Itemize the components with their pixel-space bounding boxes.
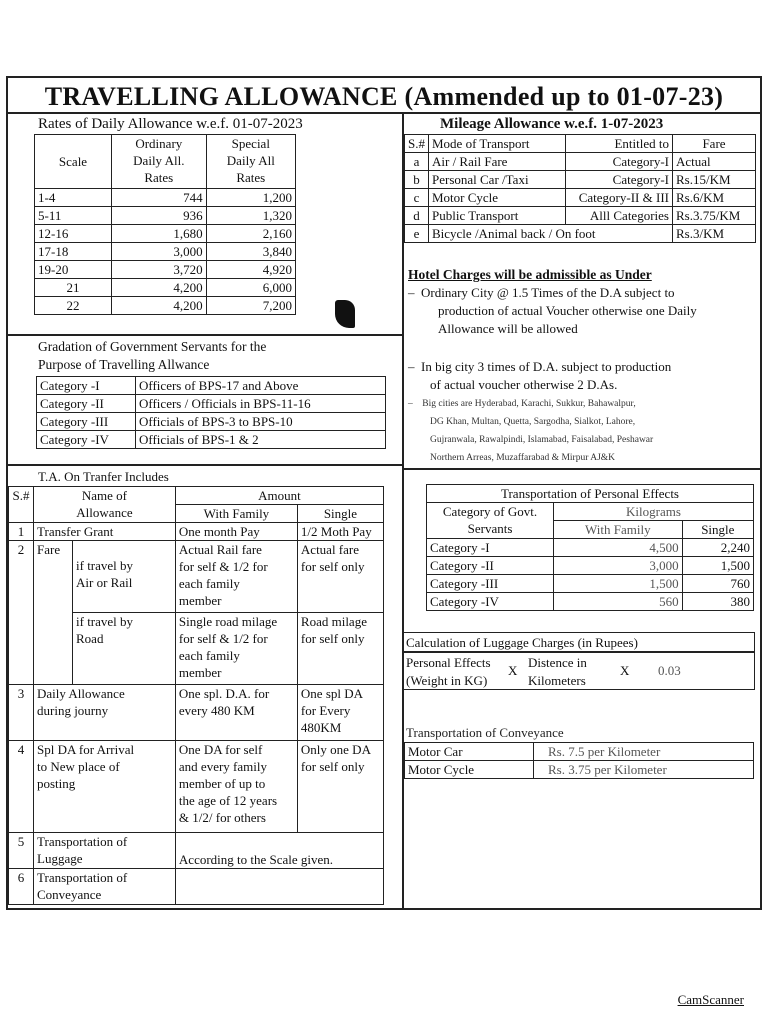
table-row: b Personal Car /Taxi Category-I Rs.15/KM — [405, 171, 756, 189]
hotel-ordinary-city: – Ordinary City @ 1.5 Times of the D.A subject to — [408, 285, 675, 300]
hotel-big-city-line2: of actual voucher otherwise 2 D.As. — [430, 377, 618, 392]
table-row: 4 Spl DA for Arrival to New place of posting One DA for self and every family member of up to the age of 12 years & 1/2/ for others Only one DA for self only — [9, 741, 384, 833]
table-row: 21 4,200 6,000 — [35, 279, 296, 297]
hotel-ordinary-line3: Allowance will be allowed — [438, 321, 578, 336]
gradation-heading: Gradation of Government Servants for the Purpose of Travelling Allwance — [38, 339, 267, 372]
gradation-table — [36, 376, 386, 449]
daily-allowance-table — [34, 134, 296, 315]
col-ordinary: Ordinary Daily All. Rates — [112, 135, 207, 189]
title-divider — [8, 112, 760, 114]
big-cities-line4: Northern Arreas, Muzaffarabad & Mirpur AJ&K — [430, 453, 616, 463]
table-row: Category -II Officers / Officials in BPS-11-16 — [37, 395, 386, 413]
table-row: 6 Transportation of Conveyance — [9, 869, 384, 905]
table-row: 1 Transfer Grant One month Pay 1/2 Moth Pay — [9, 523, 384, 541]
multiply-sign: X — [620, 663, 630, 678]
multiply-sign: X — [508, 663, 518, 678]
section-divider — [8, 334, 402, 336]
table-row: Motor Car Rs. 7.5 per Kilometer — [405, 743, 754, 761]
mileage-table — [404, 134, 756, 243]
table-row: 5 Transportation of Luggage According to the Scale given. — [9, 833, 384, 869]
table-header: S.# Mode of Transport Entitled to Fare — [405, 135, 756, 153]
luggage-rate: 0.03 — [658, 663, 681, 678]
table-row: Category -IV Officials of BPS-1 & 2 — [37, 431, 386, 449]
table-row: 12-16 1,680 2,160 — [35, 225, 296, 243]
table-row: Category -IV 560 380 — [427, 593, 754, 611]
table-row: Category -III 1,500 760 — [427, 575, 754, 593]
conveyance-table — [404, 742, 754, 779]
luggage-weight: Personal Effects (Weight in KG) — [406, 655, 491, 688]
ink-mark — [335, 300, 355, 328]
ta-transfer-table: S.# Name of Allowance Amount With Family Single 1 Transfer Grant One month Pay 1/2 Moth Pay 2 Fare if travel by Air or Rail Actual Rail fare for self & 1/2 for each family member Actual fare for self only if travel by Road Single road milage for self & 1/2 for each family member Road milage for self only 3 Daily Allowance during journy One spl. D.A. for every 480 KM One spl DA for Every 480KM 4 Spl DA for Arrival to New place of posting One DA for self and every family member of up to the age of 12 years & 1/2/ for others Only one DA for self only 5 Transportation of Luggage According to the Scale given. 6 Transportation of Conveyance — [8, 486, 384, 905]
table-row: Motor Cycle Rs. 3.75 per Kilometer — [405, 761, 754, 779]
table-row: 5-11 936 1,320 — [35, 207, 296, 225]
big-cities-list: – Big cities are Hyderabad, Karachi, Sukkur, Bahawalpur, — [408, 399, 636, 409]
col-special: Special Daily All Rates — [206, 135, 295, 189]
table-row: 3 Daily Allowance during journy One spl. D.A. for every 480 KM One spl DA for Every 480KM — [9, 685, 384, 741]
table-row: e Bicycle /Animal back / On foot Rs.3/KM — [405, 225, 756, 243]
hotel-big-city: – In big city 3 times of D.A. subject to production — [408, 359, 672, 374]
hotel-ordinary-line2: production of actual Voucher otherwise one Daily — [438, 303, 697, 318]
document-sheet — [6, 76, 762, 910]
luggage-divider — [404, 651, 754, 653]
conveyance-heading: Transportation of Conveyance — [406, 725, 564, 740]
table-row: a Air / Rail Fare Category-I Actual — [405, 153, 756, 171]
table-row: c Motor Cycle Category-II & III Rs.6/KM — [405, 189, 756, 207]
luggage-heading: Calculation of Luggage Charges (in Rupees) — [406, 635, 638, 650]
big-cities-line3: Gujranwala, Rawalpindi, Islamabad, Faisalabad, Peshawar — [430, 435, 654, 445]
big-cities-line2: DG Khan, Multan, Quetta, Sargodha, Sialkot, Lahore, — [430, 417, 636, 427]
table-row: Category -I Officers of BPS-17 and Above — [37, 377, 386, 395]
table-row: Category -I 4,500 2,240 — [427, 539, 754, 557]
table-row: d Public Transport Alll Categories Rs.3.75/KM — [405, 207, 756, 225]
hotel-heading: Hotel Charges will be admissible as Under — [408, 267, 652, 282]
table-row: 19-20 3,720 4,920 — [35, 261, 296, 279]
mileage-heading: Mileage Allowance w.e.f. 1-07-2023 — [440, 116, 664, 132]
ta-heading: T.A. On Tranfer Includes — [38, 469, 169, 484]
table-row: Category -III Officials of BPS-3 to BPS-10 — [37, 413, 386, 431]
daily-allowance-heading: Rates of Daily Allowance w.e.f. 01-07-2023 — [38, 116, 303, 132]
page-title: TRAVELLING ALLOWANCE (Ammended up to 01-07-23) — [44, 82, 724, 111]
table-row: 17-18 3,000 3,840 — [35, 243, 296, 261]
table-row: Category -II 3,000 1,500 — [427, 557, 754, 575]
personal-effects-table: Transportation of Personal Effects Category of Govt. Servants Kilograms With Family Single Category -I 4,500 2,240 Category -II 3,000 1,500 Category -III 1,500 760 Category -IV 560 380 — [426, 484, 754, 611]
col-scale: Scale — [35, 135, 112, 189]
table-row: 2 Fare if travel by Air or Rail Actual Rail fare for self & 1/2 for each family member Actual fare for self only — [9, 541, 384, 613]
luggage-distance: Distence in Kilometers — [528, 655, 587, 688]
camscanner-footer: CamScanner — [677, 992, 744, 1007]
section-divider — [8, 464, 402, 466]
table-row: 1-4 744 1,200 — [35, 189, 296, 207]
section-divider — [402, 468, 760, 470]
table-row: if travel by Road Single road milage for self & 1/2 for each family member Road milage for self only — [9, 613, 384, 685]
table-row: 22 4,200 7,200 — [35, 297, 296, 315]
